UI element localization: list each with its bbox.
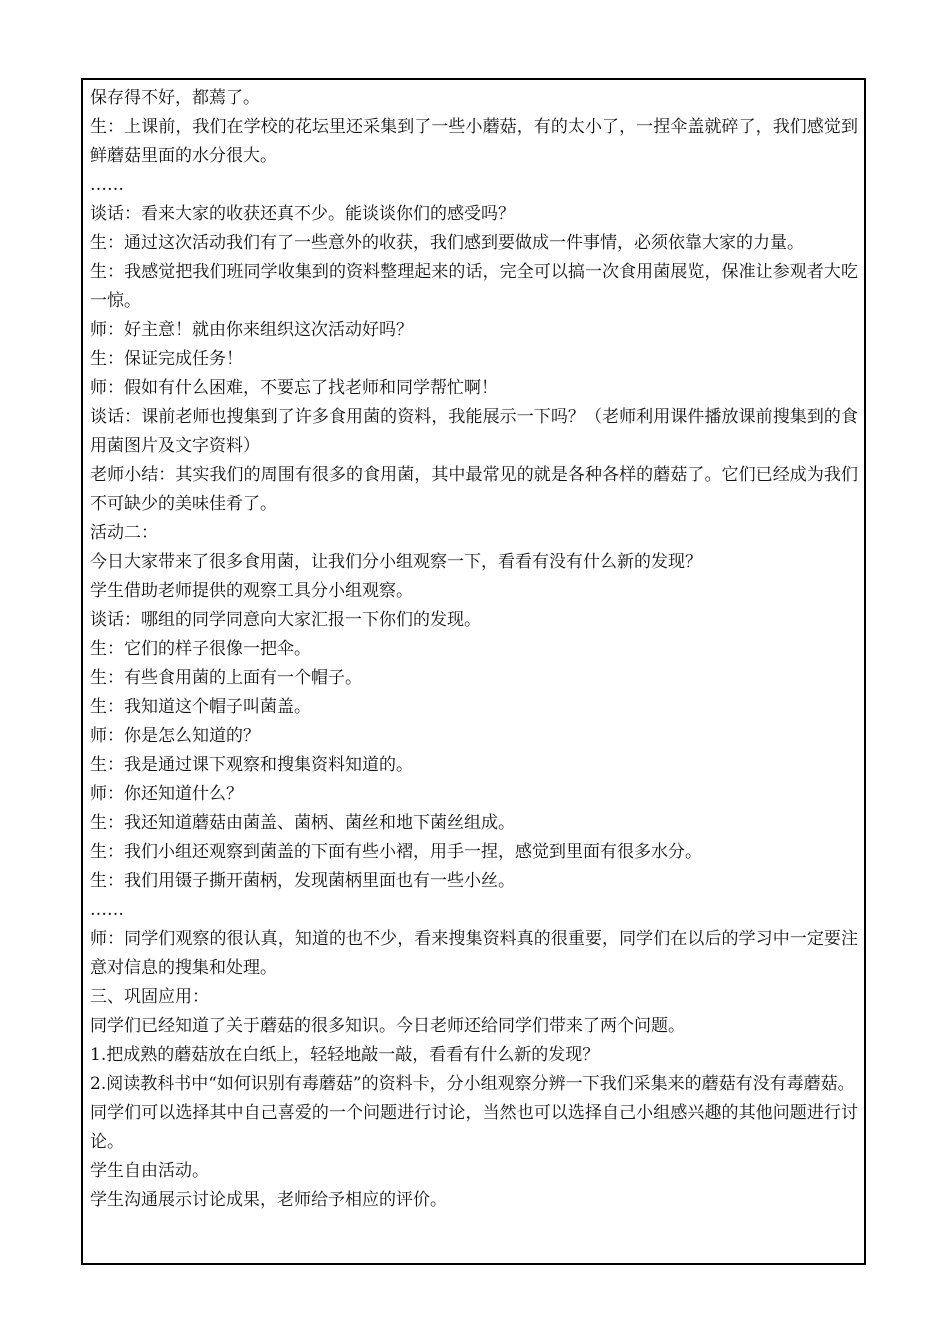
paragraph: 生：我知道这个帽子叫菌盖。 (90, 697, 311, 717)
paragraph: 同学们可以选择其中自己喜爱的一个问题进行讨论，当然也可以选择自己小组感兴趣的其他问题进行讨论。 (90, 1103, 858, 1152)
paragraph: 学生借助老师提供的观察工具分小组观察。 (90, 581, 413, 601)
paragraph: 今日大家带来了很多食用菌，让我们分小组观察一下，看看有没有什么新的发现？ (90, 552, 702, 572)
paragraph: 生：上课前，我们在学校的花坛里还采集到了一些小蘑菇，有的太小了，一捏伞盖就碎了，我们感觉到鲜蘑菇里面的水分很大。 (90, 117, 858, 166)
paragraph: 师：同学们观察的很认真，知道的也不少，看来搜集资料真的很重要，同学们在以后的学习中一定要注意对信息的搜集和处理。 (90, 929, 858, 978)
document-table-cell (81, 78, 866, 1265)
paragraph: 谈话：课前老师也搜集到了许多食用菌的资料，我能展示一下吗？（老师利用课件播放课前搜集到的食用菌图片及文字资料） (90, 407, 858, 456)
paragraph: 同学们已经知道了关于蘑菇的很多知识。今日老师还给同学们带来了两个问题。 (90, 1016, 685, 1036)
paragraph: 生：我们小组还观察到菌盖的下面有些小褶，用手一捏，感觉到里面有很多水分。 (90, 842, 702, 862)
paragraph: 生：我还知道蘑菇由菌盖、菌柄、菌丝和地下菌丝组成。 (90, 813, 515, 833)
paragraph: 生：通过这次活动我们有了一些意外的收获，我们感到要做成一件事情，必须依靠大家的力量。 (90, 233, 804, 253)
paragraph: 生：保证完成任务！ (90, 349, 243, 369)
paragraph: 老师小结：其实我们的周围有很多的食用菌，其中最常见的就是各种各样的蘑菇了。它们已经成为我们不可缺少的美味佳肴了。 (90, 465, 858, 514)
paragraph: 谈话：看来大家的收获还真不少。能谈谈你们的感受吗？ (90, 204, 515, 224)
paragraph: 师：好主意！就由你来组织这次活动好吗？ (90, 320, 413, 340)
paragraph: 生：我是通过课下观察和搜集资料知道的。 (90, 755, 413, 775)
paragraph: 师：你还知道什么？ (90, 784, 243, 804)
paragraph: 学生自由活动。 (90, 1161, 209, 1181)
numbered-item: 2.阅读教科书中“如何识别有毒蘑菇”的资料卡，分小组观察分辨一下我们采集来的蘑菇有没有毒蘑菇。 (90, 1074, 855, 1094)
paragraph: 生：我们用镊子撕开菌柄，发现菌柄里面也有一些小丝。 (90, 871, 515, 891)
section-heading: 活动二： (90, 523, 158, 543)
paragraph: 生：我感觉把我们班同学收集到的资料整理起来的话，完全可以搞一次食用菌展览，保准让参观者大吃一惊。 (90, 262, 858, 311)
paragraph: 师：假如有什么困难，不要忘了找老师和同学帮忙啊！ (90, 378, 498, 398)
paragraph: 保存得不好，都蔫了。 (90, 88, 260, 108)
numbered-item: 1.把成熟的蘑菇放在白纸上，轻轻地敲一敲，看看有什么新的发现？ (90, 1045, 600, 1065)
lesson-text (90, 84, 858, 1215)
paragraph: 学生沟通展示讨论成果，老师给予相应的评价。 (90, 1190, 447, 1210)
ellipsis-line: …… (90, 900, 124, 920)
paragraph: 生：有些食用菌的上面有一个帽子。 (90, 668, 362, 688)
section-heading: 三、巩固应用： (90, 987, 209, 1007)
paragraph: 生：它们的样子很像一把伞。 (90, 639, 311, 659)
paragraph: 师：你是怎么知道的？ (90, 726, 260, 746)
paragraph: 谈话：哪组的同学同意向大家汇报一下你们的发现。 (90, 610, 481, 630)
ellipsis-line: …… (90, 175, 124, 195)
